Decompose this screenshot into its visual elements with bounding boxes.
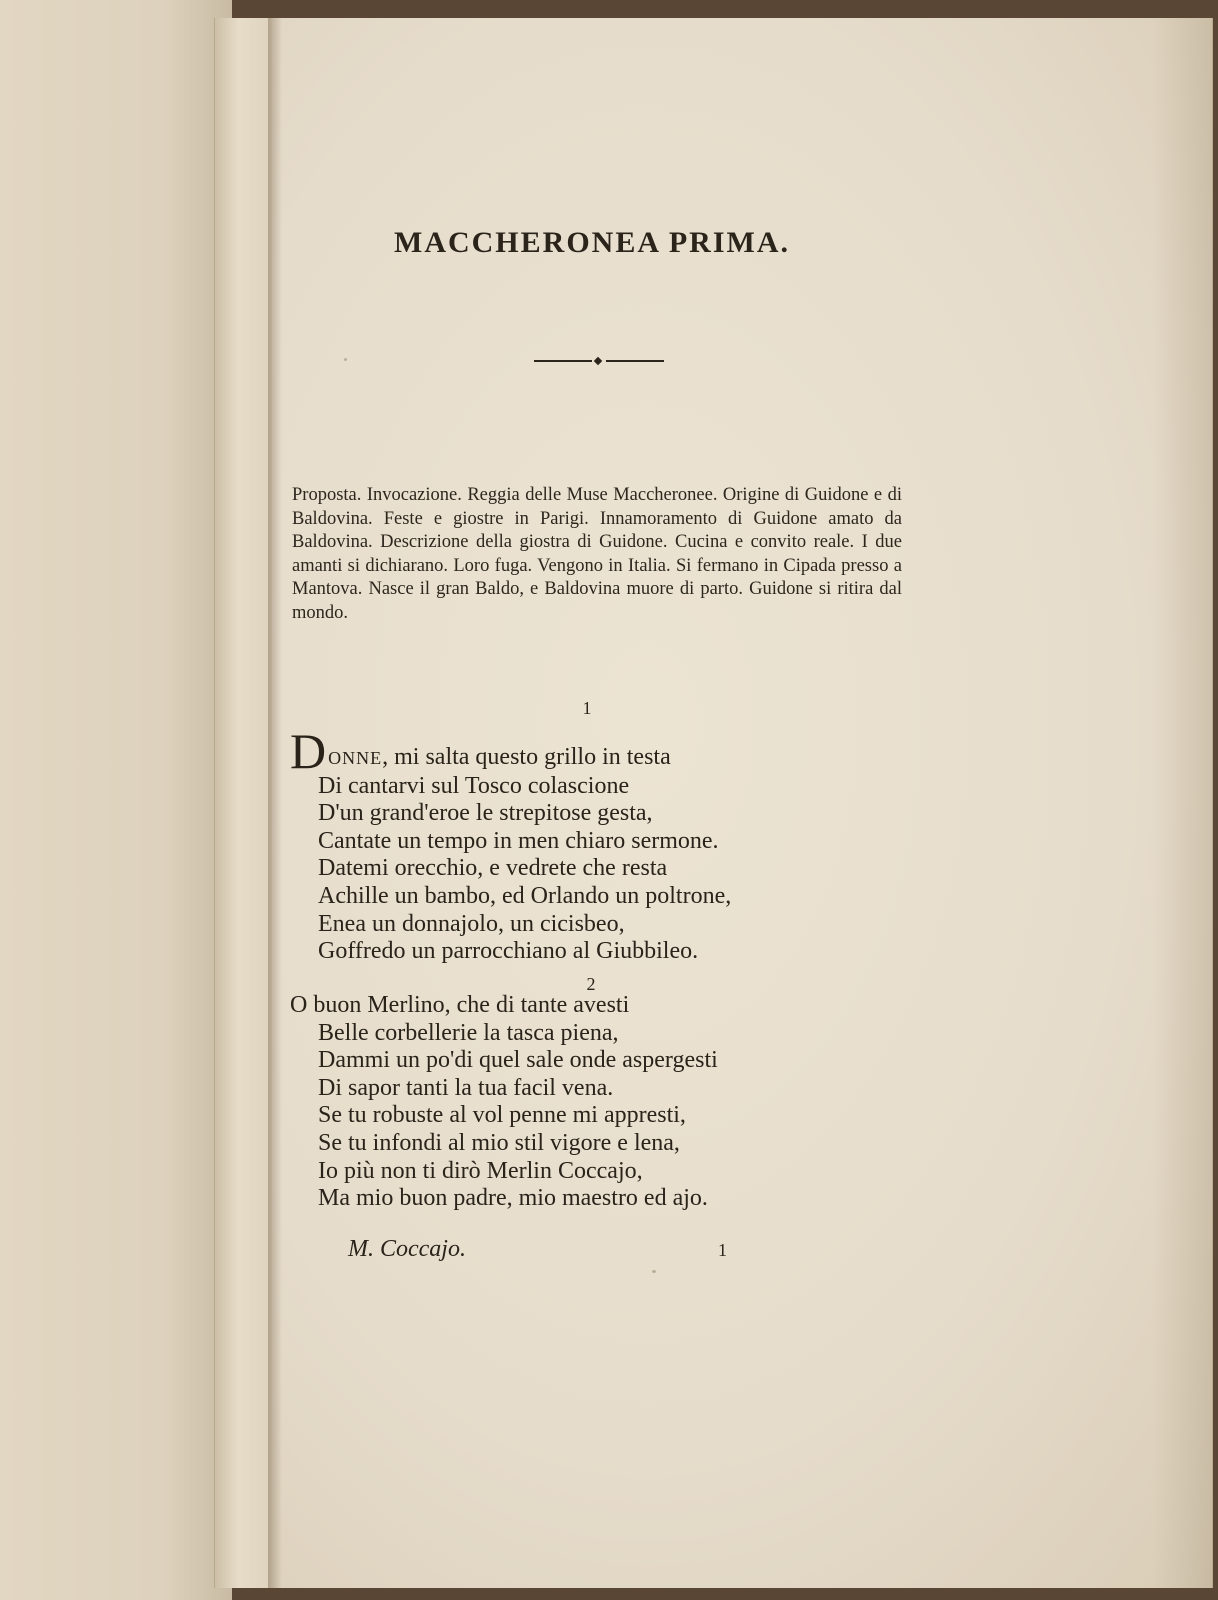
stanza-line: O buon Merlino, che di tante avesti <box>290 992 630 1018</box>
stanza-line: Datemi orecchio, e vedrete che resta <box>318 855 668 882</box>
gathering-number: 1 <box>718 1240 727 1260</box>
stanza-line: Achille un bambo, ed Orlando un poltrone, <box>318 882 732 909</box>
page-title: MACCHERONEA PRIMA. <box>394 226 790 259</box>
fold-shadow <box>268 18 282 1588</box>
paper-spot <box>344 358 347 361</box>
stanza-1 <box>290 723 910 966</box>
spine-strip <box>214 18 273 1588</box>
stanza-line: Cantate un tempo in men chiaro sermone. <box>318 827 719 854</box>
stanza-line: Belle corbellerie la tasca piena, <box>318 1019 619 1046</box>
small-caps-word: ONNE <box>328 748 383 768</box>
stanza-line: Goffredo un parrocchiano al Giubbileo. <box>318 938 699 965</box>
stanza-line: Di sapor tanti la tua facil vena. <box>318 1074 614 1101</box>
stanza-line: DONNE, mi salta questo grillo in testa <box>290 723 671 779</box>
paper-spot <box>652 1270 656 1273</box>
stanza-line: Enea un donnajolo, un cicisbeo, <box>318 910 625 937</box>
stanza-line: Se tu robuste al vol penne mi appresti, <box>318 1102 686 1129</box>
page-edge <box>1152 18 1212 1588</box>
signature-mark: M. Coccajo. <box>348 1236 466 1262</box>
stanza-line: Ma mio buon padre, mio maestro ed ajo. <box>318 1185 708 1212</box>
title-ornament <box>534 358 664 364</box>
left-page <box>0 0 232 1600</box>
stanza-line: D'un grand'eroe le strepitose gesta, <box>318 800 653 827</box>
stanza-line: Dammi un po'di quel sale onde aspergesti <box>318 1047 718 1074</box>
drop-cap: D <box>290 723 327 779</box>
stanza-number: 2 <box>586 974 596 994</box>
stanza-line: Io più non ti dirò Merlin Coccajo, <box>318 1157 643 1184</box>
stanza-line: Se tu infondi al mio stil vigore e lena, <box>318 1129 680 1156</box>
stanza-number: 1 <box>582 698 592 718</box>
stanza-line: Di cantarvi sul Tosco colascione <box>318 772 630 799</box>
stanza-2 <box>290 992 910 1213</box>
book-page <box>272 18 1213 1588</box>
argument-summary: Proposta. Invocazione. Reggia delle Muse Maccheronee. Origine di Guidone e di Baldovina. Feste e giostre in Parigi. Innamoramento di Guidone amato da Baldovina. Descrizione della giostra di Guidone. Cucina e convito reale. I due amanti si dichiarano. Loro fuga. Vengono in Italia. Si fermano in Cipada presso a Mantova. Nasce il gran Baldo, e Baldovina muore di parto. Guidone si ritira dal mondo. <box>292 485 902 623</box>
